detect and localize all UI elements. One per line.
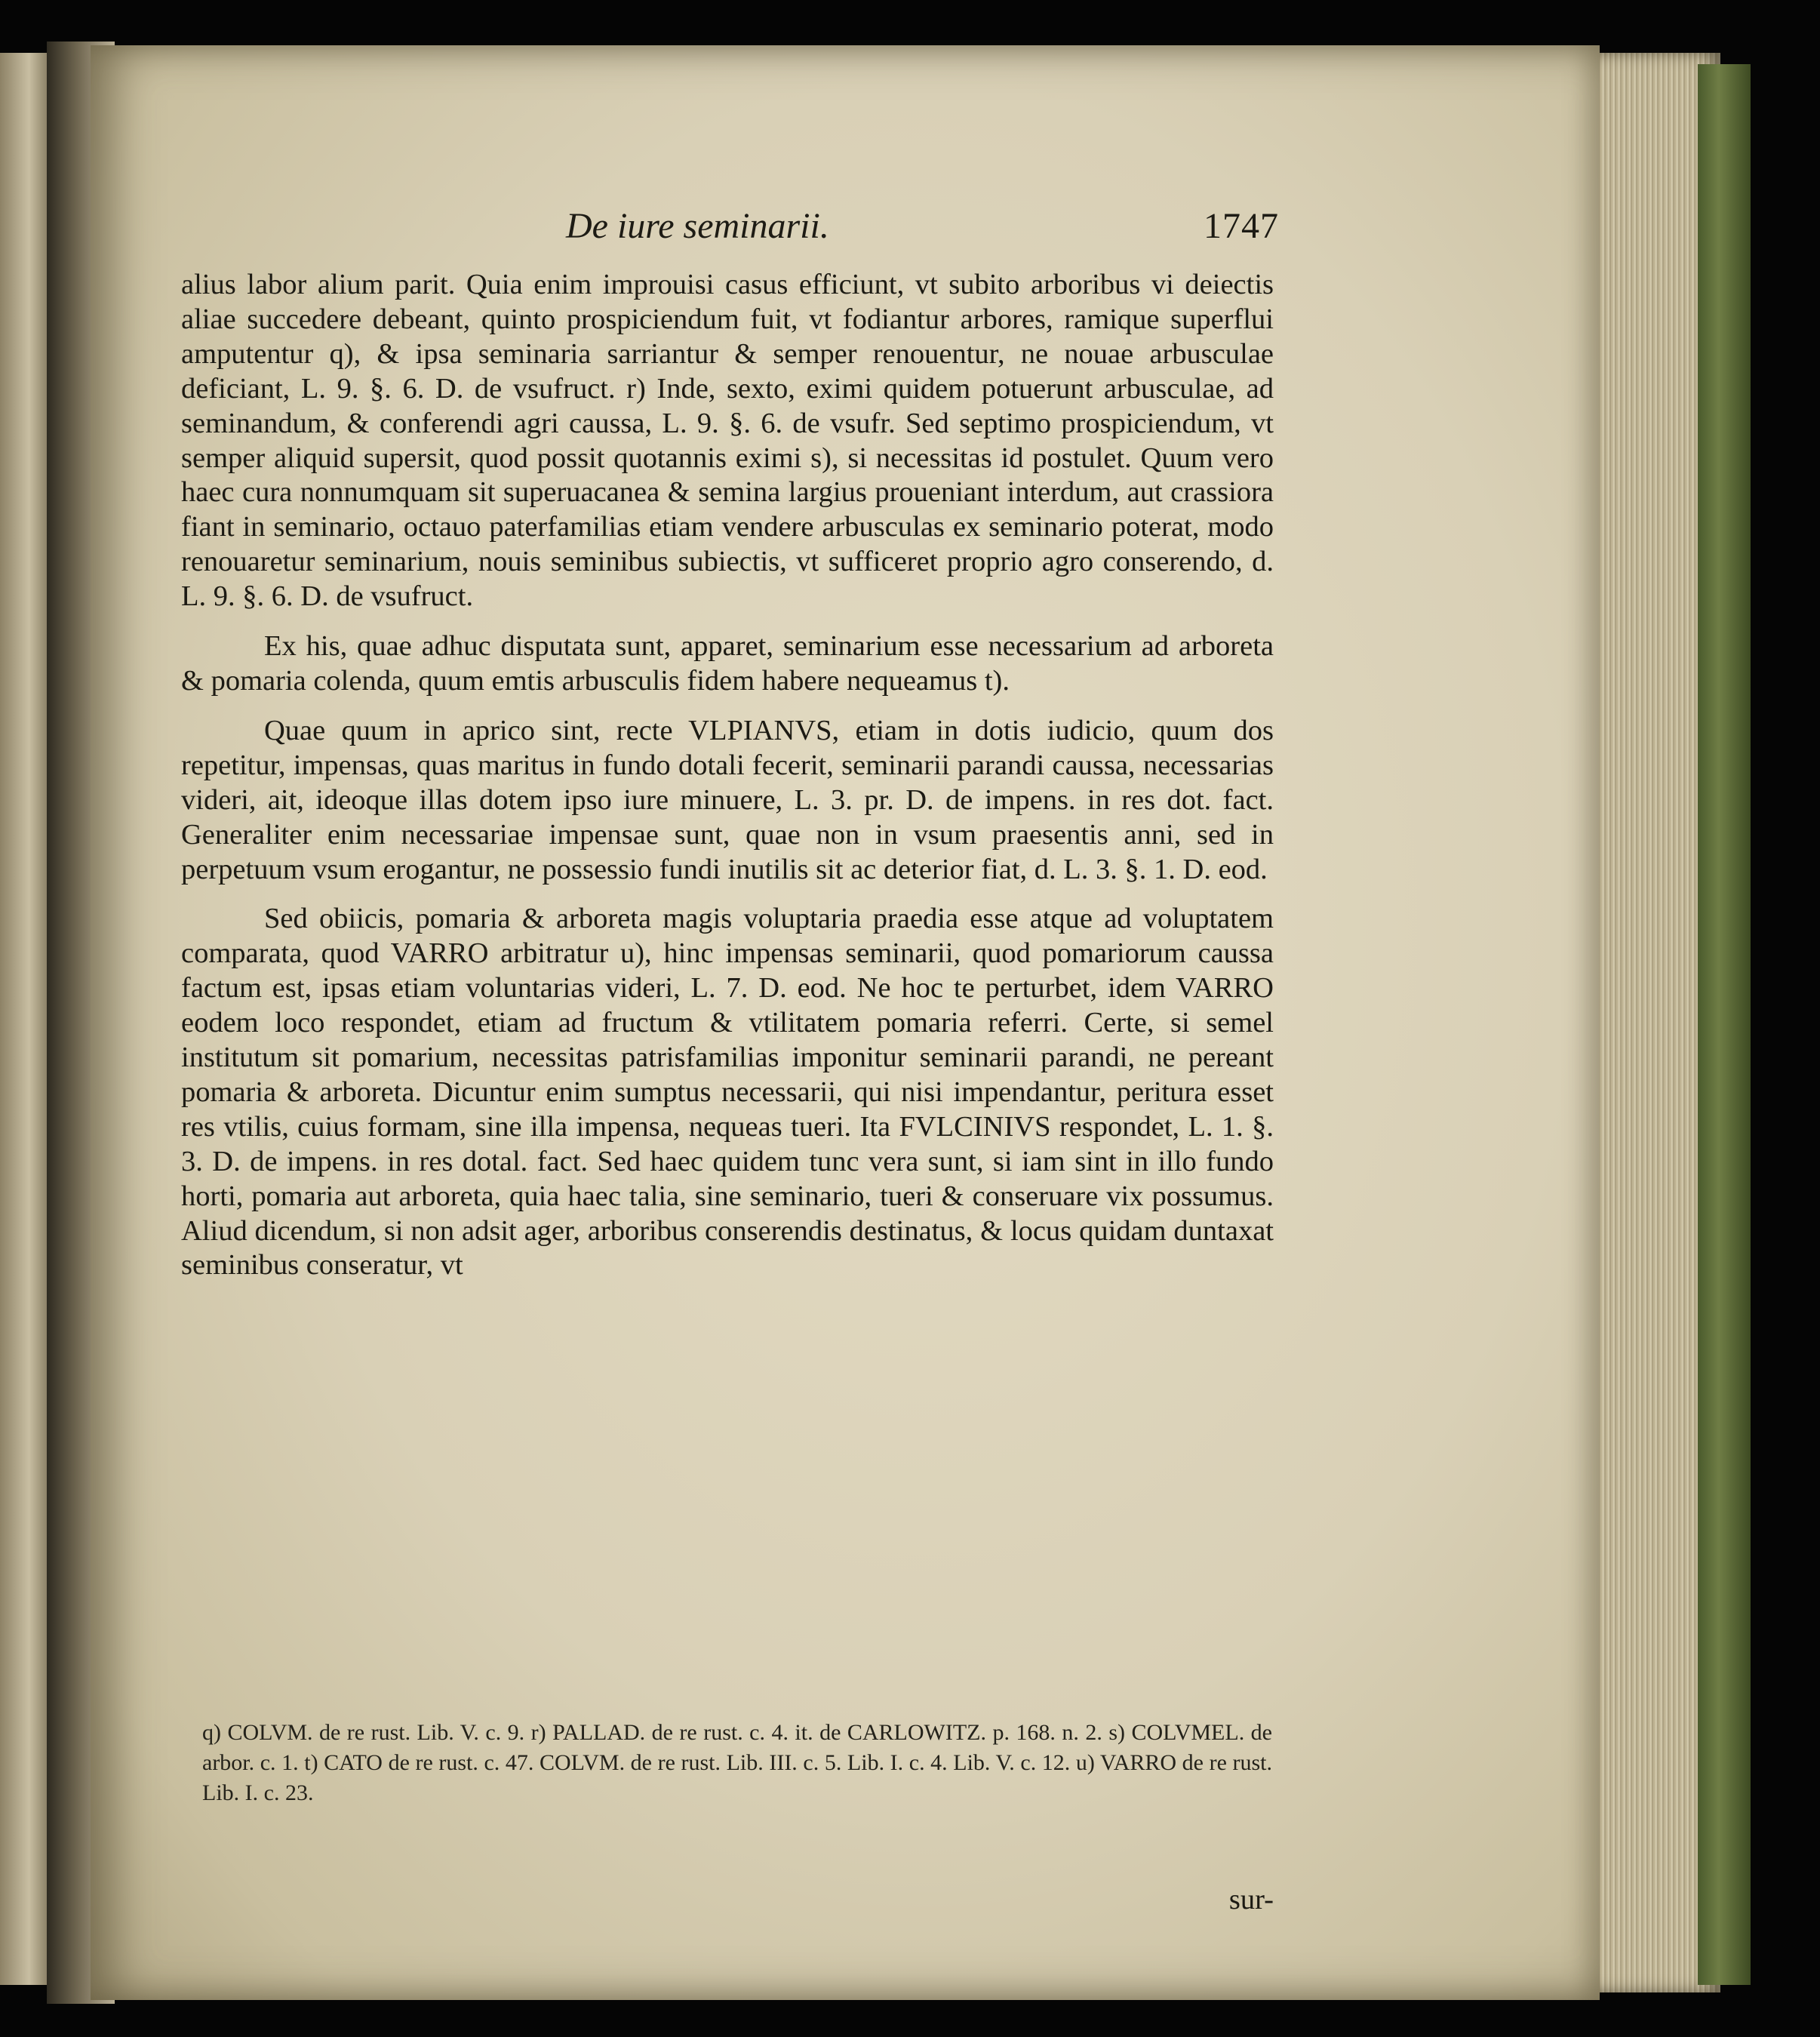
paragraph: Sed obiicis, pomaria & arboreta magis voluptaria praedia esse atque ad voluptatem comparata, quod VARRO arbitratur u), hinc impensas seminarii, quod pomariorum caussa factum est, ipsas etiam voluntarias videri, L. 7. D. eod. Ne hoc te perturbet, idem VARRO eodem loco respondet, etiam ad fructum & vtilitatem pomaria referri. Certe, si semel institutum sit pomarium, necessitas patrisfamilias imponitur seminarii parandi, ne pereant pomaria & arboreta. Dicuntur enim sumptus necessarii, qui nisi impendantur, peritura esset res vtilis, cuius formam, sine illa impensa, nequeas tueri. Ita FVLCINIVS respondet, L. 1. §. 3. D. de impens. in res dotal. fact. Sed haec quidem tunc vera sunt, si iam sint in illo fundo horti, pomaria aut arboreta, quia haec talia, sine seminario, tueri & conseruare vix possumus. Aliud dicendum, si non adsit ager, arboribus conserendis destinatus, & locus quidam duntaxat seminibus conseratur, vt <box>181 903 1274 1282</box>
catch-word: sur- <box>1228 1884 1274 1915</box>
paragraph: Ex his, quae adhuc disputata sunt, apparet, seminarium esse necessarium ad arboreta & pomaria colenda, quum emtis arbusculis fidem habere nequeamus t). <box>181 630 1274 697</box>
page-header <box>177 205 1279 251</box>
book-cover-edge <box>1698 64 1751 1985</box>
footnotes <box>202 1718 1272 1808</box>
page-number: 1747 <box>1204 206 1279 246</box>
paragraph: alius labor alium parit. Quia enim improuisi casus efficiunt, vt subito arboribus vi deiectis aliae succedere debeant, quinto prospiciendum fuit, vt fodiantur arbores, ramique superflui amputentur q), & ipsa seminaria sarriantur & semper renouentur, ne nouae arbusculae deficiant, L. 9. §. 6. D. de vsufruct. r) Inde, sexto, eximi quidem potuerunt arbusculae, ad seminandum, & conferendi agri caussa, L. 9. §. 6. de vsufr. Sed septimo prospiciendum, vt semper aliquid supersit, quod possit quotannis eximi s), si necessitas id postulet. Quum vero haec cura nonnumquam sit superuacanea & semina largius proueniant interdum, aut crassiora fiant in seminario, octauo paterfamilias etiam vendere arbusculas ex seminario poterat, modo renouaretur seminarium, nouis seminibus subiectis, vt sufficeret proprio agro conserendo, d. L. 9. §. 6. D. de vsufruct. <box>181 269 1274 613</box>
footnote-block: q) COLVM. de re rust. Lib. V. c. 9. r) PALLAD. de re rust. c. 4. it. de CARLOWITZ. p. 168. n. 2. s) COLVMEL. de arbor. c. 1. t) CATO de re rust. c. 47. COLVM. de re rust. Lib. III. c. 5. Lib. I. c. 4. Lib. V. c. 12. u) VARRO de re rust. Lib. I. c. 23. <box>202 1720 1272 1805</box>
facing-page-edge <box>0 53 53 1985</box>
running-title: De iure seminarii. <box>566 206 829 246</box>
paragraph: Quae quum in aprico sint, recte VLPIANVS, etiam in dotis iudicio, quum dos repetitur, impensas, quas maritus in fundo dotali fecerit, seminarii parandi caussa, necessarias videri, ait, ideoque illas dotem ipso iure minuere, L. 3. pr. D. de impens. in res dot. fact. Generaliter enim necessariae impensae sunt, quae non in vsum praesentis anni, sed in perpetuum vsum erogantur, ne possessio fundi inutilis sit ac deterior fiat, d. L. 3. §. 1. D. eod. <box>181 714 1274 885</box>
